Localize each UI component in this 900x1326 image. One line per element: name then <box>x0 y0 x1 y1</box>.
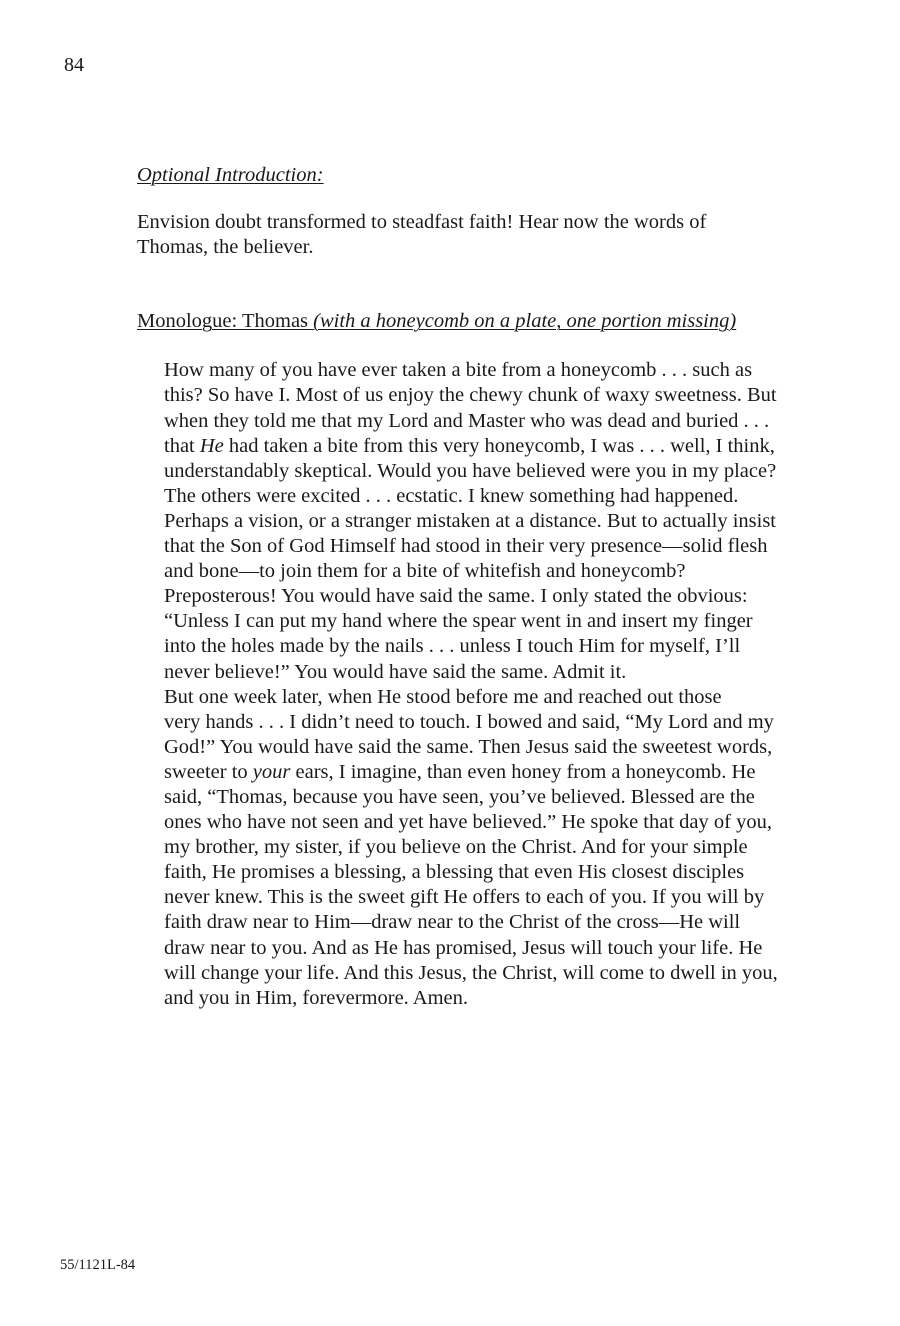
text-line: never believe!” You would have said the same. Admit it. <box>164 660 627 683</box>
text-line <box>137 760 797 785</box>
emphasis-text: He <box>199 434 224 457</box>
text-line: that the Son of God Himself had stood in their very presence—solid flesh <box>164 535 768 558</box>
footer-product-code: 55/1121L-84 <box>60 1257 136 1273</box>
monologue-body <box>137 358 797 1010</box>
optional-introduction-text <box>137 210 797 260</box>
text-line: when they told me that my Lord and Master who was dead and buried . . . <box>164 409 770 432</box>
text-line: faith, He promises a blessing, a blessing that even His closest disciples <box>164 861 745 884</box>
intro-line: Envision doubt transformed to steadfast faith! Hear now the words of <box>137 211 707 234</box>
text-line: How many of you have ever taken a bite from a honeycomb . . . such as <box>164 359 753 382</box>
page-number: 84 <box>64 54 84 76</box>
text-line: Preposterous! You would have said the same. I only stated the obvious: <box>164 585 748 608</box>
text-line: “Unless I can put my hand where the spear went in and insert my finger <box>164 610 753 633</box>
text-line: God!” You would have said the same. Then Jesus said the sweetest words, <box>164 735 773 758</box>
text-line: The others were excited . . . ecstatic. I knew something had happened. <box>164 484 739 507</box>
monologue-paragraph-2 <box>137 685 797 1011</box>
text-line: But one week later, when He stood before me and reached out those <box>164 685 722 708</box>
text-run: sweeter to <box>164 760 253 783</box>
text-run: had taken a bite from this very honeycomb, I was . . . well, I think, <box>223 434 775 457</box>
monologue-heading <box>137 309 797 334</box>
text-line: this? So have I. Most of us enjoy the chewy chunk of waxy sweetness. But <box>164 384 777 407</box>
text-line: very hands . . . I didn’t need to touch. I bowed and said, “My Lord and my <box>164 710 774 733</box>
text-line: faith draw near to Him—draw near to the Christ of the cross—He will <box>164 911 741 934</box>
text-line: Perhaps a vision, or a stranger mistaken at a distance. But to actually insist <box>164 509 777 532</box>
optional-introduction-heading: Optional Introduction: <box>137 164 324 186</box>
text-run: ears, I imagine, than even honey from a honeycomb. He <box>290 760 756 783</box>
intro-line: Thomas, the believer. <box>137 236 314 259</box>
text-run: that <box>164 434 200 457</box>
text-line: understandably skeptical. Would you have believed were you in my place? <box>164 459 777 482</box>
text-line: draw near to you. And as He has promised, Jesus will touch your life. He <box>164 936 763 959</box>
page-content <box>137 163 797 1011</box>
text-line: and bone—to join them for a bite of whitefish and honeycomb? <box>164 560 686 583</box>
text-line: never knew. This is the sweet gift He offers to each of you. If you will by <box>164 886 765 909</box>
text-line: ones who have not seen and yet have believed.” He spoke that day of you, <box>164 811 772 834</box>
monologue-stage-direction: (with a honeycomb on a plate, one portion missing) <box>313 310 737 333</box>
monologue-heading-title: Monologue: Thomas <box>137 310 314 333</box>
text-line <box>137 434 797 459</box>
text-line: said, “Thomas, because you have seen, you’ve believed. Blessed are the <box>164 785 755 808</box>
text-line: and you in Him, forevermore. Amen. <box>164 986 469 1009</box>
emphasis-text: your <box>252 760 291 783</box>
text-line: will change your life. And this Jesus, the Christ, will come to dwell in you, <box>164 961 778 984</box>
text-line: my brother, my sister, if you believe on the Christ. And for your simple <box>164 836 748 859</box>
text-line: into the holes made by the nails . . . unless I touch Him for myself, I’ll <box>164 635 741 658</box>
monologue-paragraph-1 <box>137 358 797 684</box>
